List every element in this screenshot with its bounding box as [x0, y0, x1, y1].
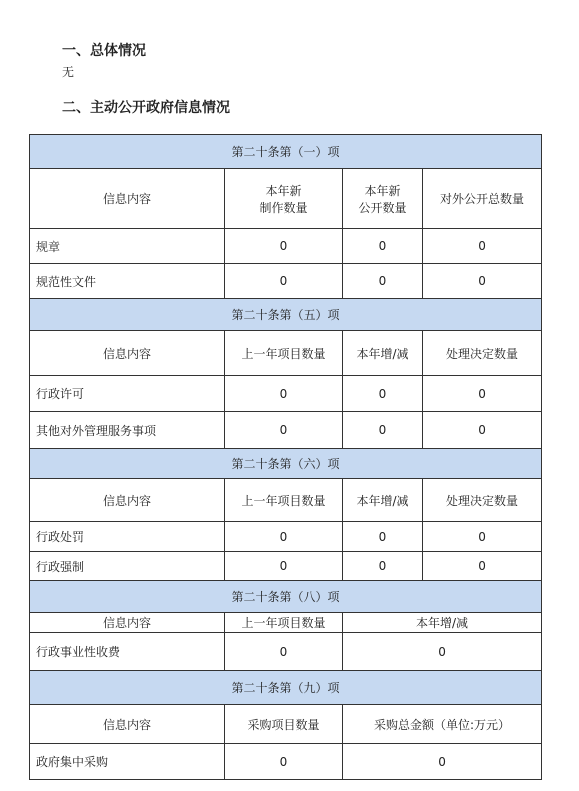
- cell-value: 0: [423, 229, 542, 264]
- row-label: 规章: [30, 229, 225, 264]
- cell-value: 0: [225, 633, 343, 671]
- cell-value: 0: [343, 633, 542, 671]
- section-title-1: 第二十条第（一）项: [30, 135, 542, 169]
- table-row: [30, 229, 542, 264]
- col-header-content: 信息内容: [30, 331, 225, 376]
- col-header-content: 信息内容: [30, 479, 225, 522]
- col-header-change: 本年增/减: [343, 613, 542, 633]
- section-header-row: [30, 581, 542, 613]
- section-header-row: [30, 135, 542, 169]
- cell-value: 0: [225, 264, 343, 299]
- table-row: [30, 552, 542, 581]
- col-header-change: 本年增/减: [343, 331, 423, 376]
- table-row: [30, 412, 542, 449]
- row-label: 行政事业性收费: [30, 633, 225, 671]
- table-row: [30, 376, 542, 412]
- section-header-row: [30, 671, 542, 705]
- cell-value: 0: [225, 412, 343, 449]
- cell-value: 0: [423, 552, 542, 581]
- column-header-row: [30, 613, 542, 633]
- column-header-row: [30, 479, 542, 522]
- cell-value: 0: [225, 522, 343, 552]
- cell-value: 0: [343, 522, 423, 552]
- col-header-decisions: 处理决定数量: [423, 331, 542, 376]
- col-header-change: 本年增/减: [343, 479, 423, 522]
- section-header-row: [30, 299, 542, 331]
- col-header-content: 信息内容: [30, 705, 225, 744]
- overview-note: 无: [62, 65, 75, 79]
- cell-value: 0: [423, 522, 542, 552]
- cell-value: 0: [343, 376, 423, 412]
- col-header-new-made: 本年新 制作数量: [225, 169, 343, 229]
- row-label: 其他对外管理服务事项: [30, 412, 225, 449]
- section-header-row: [30, 449, 542, 479]
- cell-value: 0: [225, 376, 343, 412]
- section-title-5: 第二十条第（五）项: [30, 299, 542, 331]
- row-label: 行政许可: [30, 376, 225, 412]
- cell-value: 0: [343, 412, 423, 449]
- table-row: [30, 522, 542, 552]
- cell-value: 0: [423, 412, 542, 449]
- col-header-new-published: 本年新 公开数量: [343, 169, 423, 229]
- cell-value: 0: [343, 552, 423, 581]
- cell-value: 0: [225, 229, 343, 264]
- cell-value: 0: [343, 264, 423, 299]
- table-row: [30, 264, 542, 299]
- column-header-row: [30, 169, 542, 229]
- cell-value: 0: [225, 744, 343, 780]
- row-label: 行政强制: [30, 552, 225, 581]
- row-label: 行政处罚: [30, 522, 225, 552]
- table-row: [30, 744, 542, 780]
- cell-value: 0: [423, 376, 542, 412]
- col-header-prev-count: 上一年项目数量: [225, 331, 343, 376]
- section-title-8: 第二十条第（八）项: [30, 581, 542, 613]
- section-heading-disclosure: 二、主动公开政府信息情况: [62, 100, 230, 116]
- col-header-prev-count: 上一年项目数量: [225, 479, 343, 522]
- cell-value: 0: [343, 229, 423, 264]
- row-label: 政府集中采购: [30, 744, 225, 780]
- disclosure-table: [29, 134, 542, 780]
- col-header-total-published: 对外公开总数量: [423, 169, 542, 229]
- row-label: 规范性文件: [30, 264, 225, 299]
- column-header-row: [30, 705, 542, 744]
- column-header-row: [30, 331, 542, 376]
- table-row: [30, 633, 542, 671]
- section-title-9: 第二十条第（九）项: [30, 671, 542, 705]
- cell-value: 0: [343, 744, 542, 780]
- cell-value: 0: [225, 552, 343, 581]
- col-header-prev-count: 上一年项目数量: [225, 613, 343, 633]
- col-header-procure-count: 采购项目数量: [225, 705, 343, 744]
- cell-value: 0: [423, 264, 542, 299]
- section-title-6: 第二十条第（六）项: [30, 449, 542, 479]
- col-header-decisions: 处理决定数量: [423, 479, 542, 522]
- col-header-content: 信息内容: [30, 613, 225, 633]
- section-heading-overview: 一、总体情况: [62, 43, 146, 59]
- col-header-content: 信息内容: [30, 169, 225, 229]
- col-header-procure-amount: 采购总金额（单位:万元）: [343, 705, 542, 744]
